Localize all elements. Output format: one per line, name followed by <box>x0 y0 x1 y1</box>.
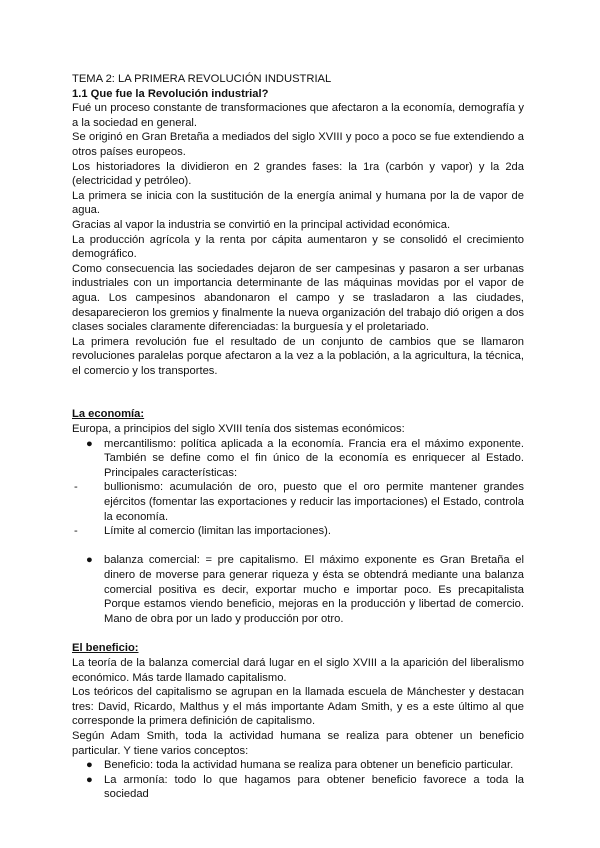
bullet-marker: ● <box>86 554 93 567</box>
section-heading-beneficio: El beneficio: <box>72 642 139 655</box>
list-item <box>72 524 524 539</box>
paragraph: La teoría de la balanza comercial dará lugar en el siglo XVIII a la aparición del liberalismo económico. Más tarde llamado capitalismo. <box>72 656 524 684</box>
bullet-marker: ● <box>86 759 93 772</box>
paragraph: La producción agrícola y la renta por cápita aumentaron y se consolidó el crecimiento demográfico. <box>72 233 524 261</box>
paragraph: La primera se inicia con la sustitución de la energía animal y humana por la de vapor de agua. <box>72 189 524 217</box>
list-item <box>72 773 524 802</box>
paragraph: Según Adam Smith, toda la actividad humana se realiza para obtener un beneficio particular. Y tiene varios conceptos: <box>72 729 524 757</box>
section-beneficio-body <box>72 656 524 758</box>
bullet-marker: ● <box>86 437 93 450</box>
section-revolucion-body <box>72 101 524 378</box>
list-item-text: balanza comercial: = pre capitalismo. El máximo exponente es Gran Bretaña el dinero de moverse para generar riqueza y ésta se obtendrá mediante una balanza comercial positiva es decir, exportar mucho e importar poco. Es precapitalista Porque estamos viendo beneficio, mejoras en la producción y libertad de comercio. Mano de obra por un lado y producción por otro. <box>104 554 524 625</box>
list-item-text: La armonía: todo lo que hagamos para obtener beneficio favorece a toda la sociedad <box>104 773 524 801</box>
list-item-text: mercantilismo: política aplicada a la economía. Francia era el máximo exponente. También se define como el fin único de la economía es enriquecer al Estado. Principales características: <box>104 437 524 479</box>
economia-list-2 <box>72 553 524 626</box>
paragraph: Se originó en Gran Bretaña a mediados del siglo XVIII y poco a poco se fue extendiendo a otros países europeos. <box>72 131 524 158</box>
section-heading-economia: La economía: <box>72 408 145 421</box>
list-item <box>72 480 524 524</box>
dash-marker: - <box>74 525 78 538</box>
section-heading-revolucion: 1.1 Que fue la Revolución industrial? <box>72 87 269 100</box>
economia-list <box>72 437 524 539</box>
bullet-marker: ● <box>86 773 93 786</box>
document-title: TEMA 2: LA PRIMERA REVOLUCIÓN INDUSTRIAL <box>72 73 332 85</box>
list-item-text: Beneficio: toda la actividad humana se realiza para obtener un beneficio particular. <box>104 759 514 772</box>
list-item <box>72 758 524 773</box>
paragraph: Europa, a principios del siglo XVIII tenía dos sistemas económicos: <box>72 423 405 436</box>
paragraph: Fué un proceso constante de transformaciones que afectaron a la economía, demografía y a la sociedad en general. <box>72 102 524 129</box>
paragraph: La primera revolución fue el resultado de un conjunto de cambios que se llamaron revoluciones paralelas porque afectaron a la vez a la población, a la agricultura, la técnica, el comercio y los transportes. <box>72 335 524 377</box>
paragraph: Los teóricos del capitalismo se agrupan en la llamada escuela de Mánchester y destacan tres: David, Ricardo, Malthus y el más importante Adam Smith, y es a este último al que corresponde la primera definición de capitalismo. <box>72 686 524 728</box>
list-item-text: Límite al comercio (limitan las importaciones). <box>104 525 331 538</box>
list-item <box>72 553 524 626</box>
dash-marker: - <box>74 481 78 494</box>
list-item-text: bullionismo: acumulación de oro, puesto que el oro permite mantener grandes ejércitos (fomentar las exportaciones y reducir las importaciones) el Estado, controla la economía. <box>104 481 524 523</box>
paragraph: Como consecuencia las sociedades dejaron de ser campesinas y pasaron a ser urbanas industriales con un importancia determinante de las máquinas movidas por el vapor de agua. Los campesinos abandonaron el campo y se trasladaron a las ciudades, desaparecieron los gremios y finalmente la nueva organización del trabajo dió origen a dos clases sociales claramente diferenciadas: la burguesía y el proletariado. <box>72 262 524 334</box>
spacer <box>72 539 524 554</box>
list-item <box>72 437 524 481</box>
paragraph: Los historiadores la dividieron en 2 grandes fases: la 1ra (carbón y vapor) y la 2da (electricidad y petróleo). <box>72 160 524 188</box>
paragraph: Gracias al vapor la industria se convirtió en la principal actividad económica. <box>72 218 451 231</box>
beneficio-list <box>72 758 524 802</box>
